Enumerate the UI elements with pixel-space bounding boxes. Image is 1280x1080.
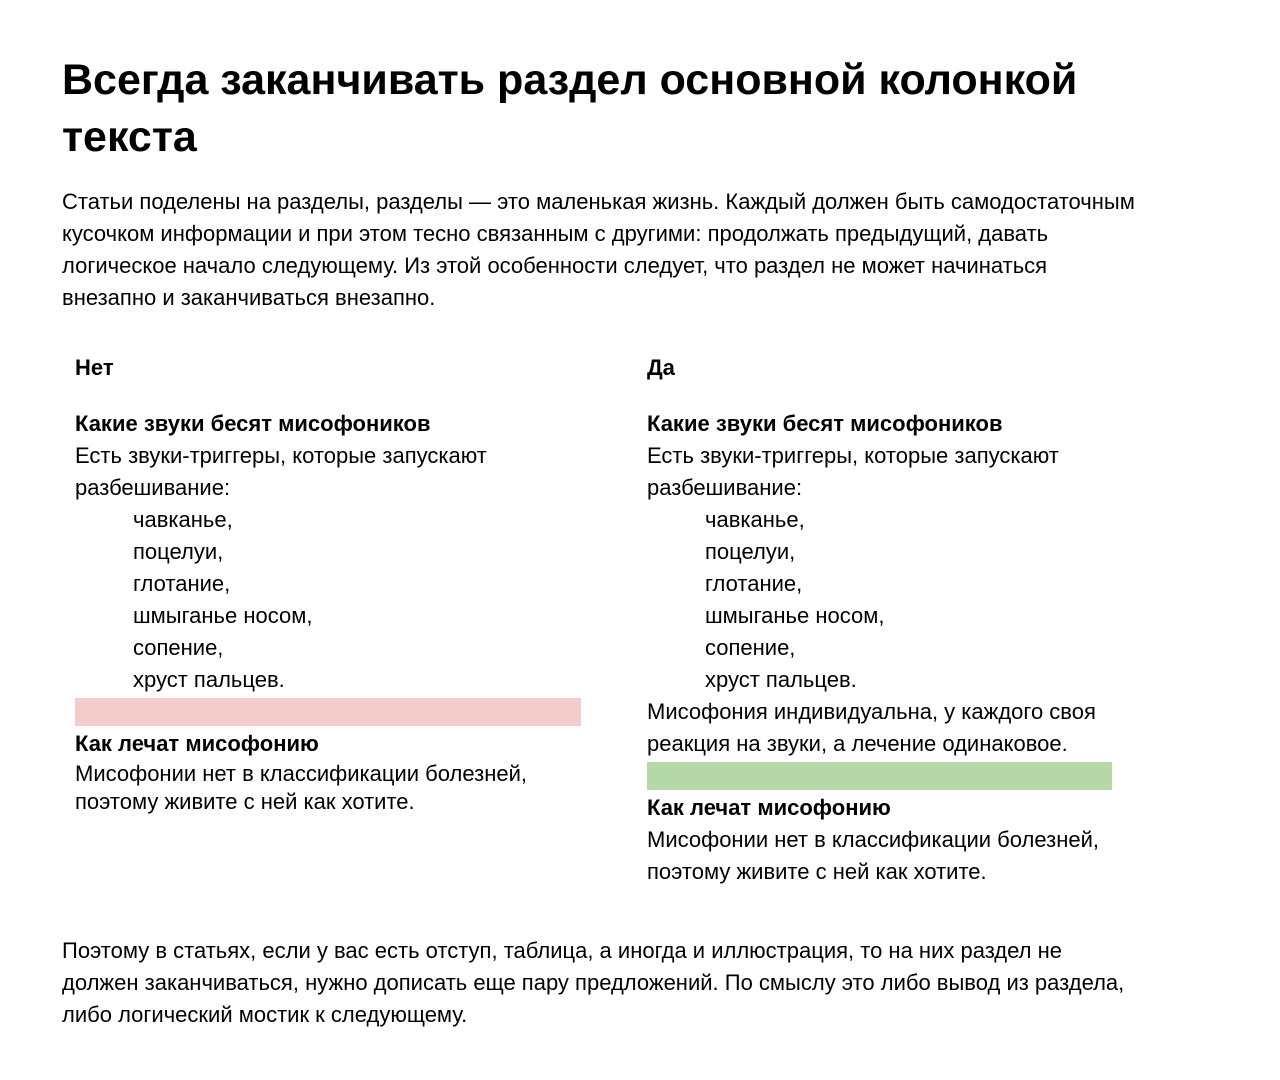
list-item: шмыганье носом, (705, 603, 885, 628)
list-item: хруст пальцев. (705, 667, 857, 692)
example-yes-section2-title: Как лечат мисофонию (647, 795, 891, 820)
example-yes-list (647, 504, 1177, 696)
example-no-section1-text: Есть звуки-триггеры, которые запускают разбешивание: (75, 443, 487, 500)
list-item: глотание, (705, 571, 803, 596)
list-item: чавканье, (133, 507, 233, 532)
example-yes-section1-title: Какие звуки бесят мисофоников (647, 411, 1003, 436)
list-item: чавканье, (705, 507, 805, 532)
example-yes-conclusion: Мисофония индивидуальна, у каждого своя реакция на звуки, а лечение одинаковое. (647, 699, 1096, 756)
example-no-section2-title: Как лечат мисофонию (75, 731, 319, 756)
list-item: поцелуи, (133, 539, 224, 564)
outro-paragraph: Поэтому в статьях, если у вас есть отступ, таблица, а иногда и иллюстрация, то на них раздел не должен заканчиваться, нужно дописать еще пару предложений. По смыслу это либо вывод из раздела, либо логический мостик к следующему. (62, 938, 1125, 1027)
list-item: поцелуи, (705, 539, 796, 564)
example-yes-column (647, 352, 1177, 888)
example-no-section1-title: Какие звуки бесят мисофоников (75, 411, 431, 436)
example-yes-section2-text: Мисофонии нет в классификации болезней, поэтому живите с ней как хотите. (647, 827, 1099, 884)
section-break-bad-highlight (75, 698, 581, 726)
section-break-good-highlight (647, 762, 1112, 790)
example-no-column (75, 352, 605, 816)
list-item: сопение, (705, 635, 796, 660)
intro-paragraph: Статьи поделены на разделы, разделы — это маленькая жизнь. Каждый должен быть самодостаточным кусочком информации и при этом тесно связанным с другими: продолжать предыдущий, давать логическое начало следующему. Из этой особенности следует, что раздел не может начинаться внезапно и заканчиваться внезапно. (62, 189, 1135, 310)
page-title: Всегда заканчивать раздел основной колонкой текста (62, 56, 1078, 161)
list-item: хруст пальцев. (133, 667, 285, 692)
example-no-list (75, 504, 605, 696)
list-item: шмыганье носом, (133, 603, 313, 628)
example-no-section2-text: Мисофонии нет в классификации болезней, поэтому живите с ней как хотите. (75, 761, 527, 814)
example-no-label: Нет (75, 355, 114, 380)
example-yes-label: Да (647, 355, 675, 380)
example-yes-section1-text: Есть звуки-триггеры, которые запускают разбешивание: (647, 443, 1059, 500)
list-item: сопение, (133, 635, 224, 660)
list-item: глотание, (133, 571, 231, 596)
